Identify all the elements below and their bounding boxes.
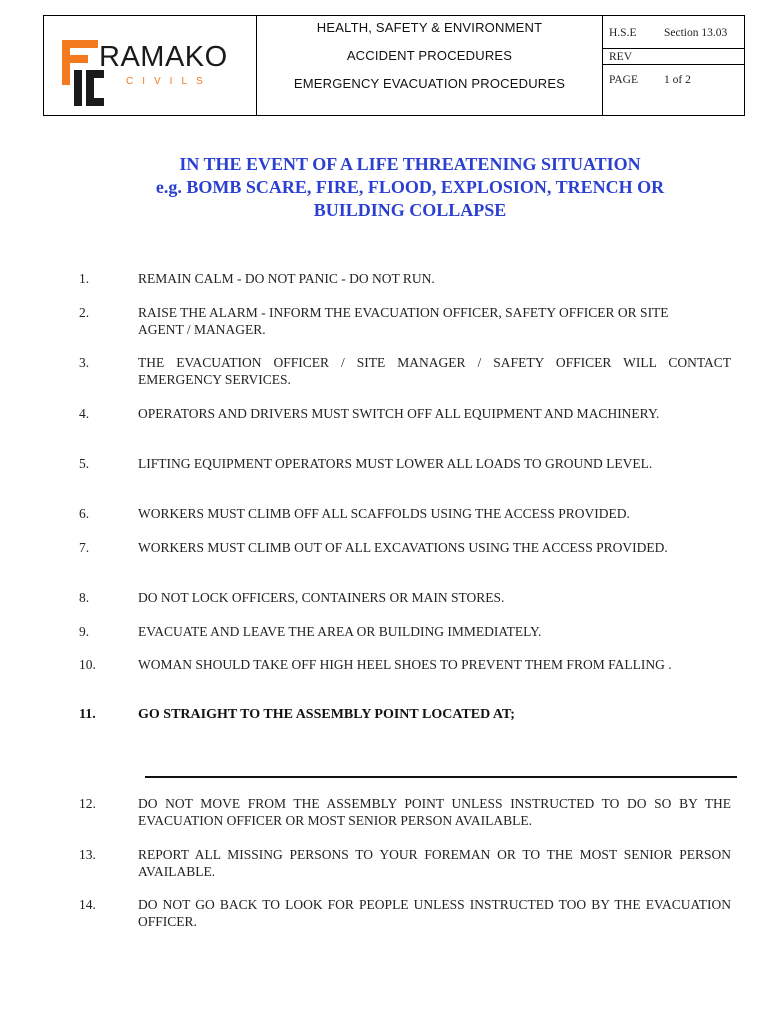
- item-text: DO NOT GO BACK TO LOOK FOR PEOPLE UNLESS INSTRUCTED TOO BY THE EVACUATION OFFICER.: [138, 897, 731, 929]
- item-text: RAISE THE ALARM - INFORM THE EVACUATION OFFICER, SAFETY OFFICER OR SITE AGENT / MANAGER.: [138, 305, 669, 337]
- item-text: GO STRAIGHT TO THE ASSEMBLY POINT LOCATED AT;: [138, 707, 515, 722]
- ramako-logo: [62, 40, 247, 110]
- item-text: EVACUATE AND LEAVE THE AREA OR BUILDING IMMEDIATELY.: [138, 624, 542, 639]
- item-number: 1.: [79, 271, 90, 286]
- page-label: PAGE: [609, 74, 638, 86]
- item-text: LIFTING EQUIPMENT OPERATORS MUST LOWER ALL LOADS TO GROUND LEVEL.: [138, 456, 653, 471]
- item-number: 6.: [79, 506, 90, 521]
- page-value: 1 of 2: [664, 74, 691, 86]
- item-number: 4.: [79, 406, 90, 421]
- item-text: DO NOT LOCK OFFICERS, CONTAINERS OR MAIN STORES.: [138, 590, 505, 605]
- logo-cell: [44, 16, 257, 115]
- header-line-3: EMERGENCY EVACUATION PROCEDURES: [293, 76, 566, 91]
- ref-row-page: [603, 65, 744, 115]
- item-text: WORKERS MUST CLIMB OUT OF ALL EXCAVATIONS USING THE ACCESS PROVIDED.: [138, 540, 668, 555]
- ref-row-rev: [603, 49, 744, 65]
- logo-brand: RAMAKO: [99, 41, 228, 73]
- rev-label: REV: [609, 51, 632, 63]
- item-number: 10.: [79, 657, 96, 672]
- logo-sub: CIVILS: [126, 76, 212, 87]
- header-line-2: ACCIDENT PROCEDURES: [346, 48, 513, 63]
- item-text: REMAIN CALM - DO NOT PANIC - DO NOT RUN.: [138, 271, 435, 286]
- section-number: Section 13.03: [664, 27, 728, 39]
- item-number: 5.: [79, 456, 90, 471]
- ref-row-section: [603, 16, 744, 49]
- header-reference: [603, 16, 744, 115]
- assembly-point-fill-line: [145, 776, 737, 778]
- item-text: REPORT ALL MISSING PERSONS TO YOUR FOREMAN OR TO THE MOST SENIOR PERSON AVAILABLE.: [138, 847, 731, 879]
- item-text: THE EVACUATION OFFICER / SITE MANAGER / SAFETY OFFICER WILL CONTACT EMERGENCY SERVICES.: [138, 355, 731, 387]
- item-number: 2.: [79, 305, 90, 320]
- item-number: 8.: [79, 590, 90, 605]
- item-number: 9.: [79, 624, 90, 639]
- item-number: 12.: [79, 796, 96, 811]
- item-number: 14.: [79, 897, 96, 912]
- heading-line-2: e.g. BOMB SCARE, FIRE, FLOOD, EXPLOSION, TRENCH OR: [155, 177, 665, 197]
- header-line-1: HEALTH, SAFETY & ENVIRONMENT: [316, 20, 543, 35]
- item-number: 7.: [79, 540, 90, 555]
- hse-label: H.S.E: [609, 27, 637, 39]
- item-text: DO NOT MOVE FROM THE ASSEMBLY POINT UNLESS INSTRUCTED TO DO SO BY THE EVACUATION OFFICER OR MOST SENIOR PERSON AVAILABLE.: [138, 796, 731, 828]
- item-text: WORKERS MUST CLIMB OFF ALL SCAFFOLDS USING THE ACCESS PROVIDED.: [138, 506, 630, 521]
- item-number: 3.: [79, 355, 90, 370]
- header-titles: [257, 16, 603, 115]
- heading-line-1: IN THE EVENT OF A LIFE THREATENING SITUATION: [179, 154, 641, 174]
- document-header: [43, 15, 745, 116]
- heading-line-3: BUILDING COLLAPSE: [313, 200, 507, 220]
- item-number: 13.: [79, 847, 96, 862]
- item-text: OPERATORS AND DRIVERS MUST SWITCH OFF ALL EQUIPMENT AND MACHINERY.: [138, 406, 660, 421]
- item-number: 11.: [79, 707, 96, 722]
- item-text: WOMAN SHOULD TAKE OFF HIGH HEEL SHOES TO PREVENT THEM FROM FALLING .: [138, 657, 672, 672]
